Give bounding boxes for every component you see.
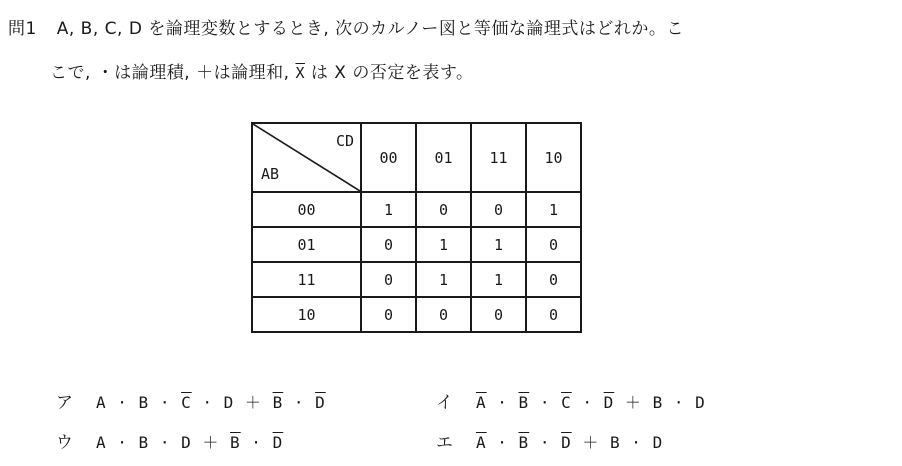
kmap-row xyxy=(252,262,581,297)
expression-token: · xyxy=(149,393,182,412)
kmap-row xyxy=(252,297,581,332)
expression-token: · xyxy=(529,393,562,412)
expression-token: ＋ xyxy=(191,433,231,452)
expression-token: · xyxy=(663,393,696,412)
negated-variable: $\overline{B}$ xyxy=(230,433,241,452)
choice-label: ア xyxy=(56,393,73,413)
expression-token: D xyxy=(181,433,192,452)
kmap-col-header: 01 xyxy=(416,123,471,192)
kmap-col-header: 11 xyxy=(471,123,526,192)
question-text-line-2 xyxy=(50,58,473,83)
negated-variable: $\overline{B}$ xyxy=(518,433,530,452)
question-text: A, B, C, D を論理変数とするとき, 次のカルノー図と等価な論理式はどれか。こ xyxy=(56,19,684,39)
choice-expression xyxy=(476,393,706,412)
negated-variable: $\overline{D}$ xyxy=(315,393,326,412)
kmap-corner xyxy=(252,123,361,192)
expression-token: A xyxy=(96,393,107,412)
answer-choice-u[interactable] xyxy=(56,428,283,453)
negated-variable: $\overline{C}$ xyxy=(181,393,192,412)
negated-variable: $\overline{A}$ xyxy=(476,433,487,452)
expression-token: · xyxy=(149,433,182,452)
kmap-cell: 0 xyxy=(526,227,581,262)
choice-label: イ xyxy=(436,393,453,413)
expression-token: ＋ xyxy=(234,393,273,412)
question-number: 問1 xyxy=(8,19,37,39)
kmap-row xyxy=(252,227,581,262)
expression-token: ＋ xyxy=(571,433,611,452)
choice-expression xyxy=(96,393,326,412)
expression-token: · xyxy=(571,393,604,412)
choice-expression xyxy=(476,433,663,452)
kmap-cell: 1 xyxy=(526,192,581,227)
negation-example-var: $\overline{X}$ xyxy=(295,64,305,82)
question-text-2c: は X の否定を表す。 xyxy=(310,63,474,83)
negated-variable: $\overline{D}$ xyxy=(272,433,284,452)
kmap-row-header: 00 xyxy=(252,192,361,227)
expression-token: D xyxy=(695,393,706,412)
choice-expression xyxy=(96,433,283,452)
expression-token: B xyxy=(652,393,664,412)
expression-token: · xyxy=(283,393,316,412)
negated-variable: $\overline{A}$ xyxy=(476,393,487,412)
question-text-line-1 xyxy=(8,14,684,39)
negated-variable: $\overline{B}$ xyxy=(518,393,530,412)
expression-token: · xyxy=(191,393,224,412)
kmap-cell: 0 xyxy=(361,297,416,332)
answer-choice-e[interactable] xyxy=(436,428,663,453)
choice-label: エ xyxy=(436,433,453,453)
karnaugh-map xyxy=(251,122,582,333)
question-text-2a: こで, ・は論理積, ＋は論理和, xyxy=(50,63,296,83)
kmap-row-header: 01 xyxy=(252,227,361,262)
kmap-col-header: 00 xyxy=(361,123,416,192)
kmap-row-header: 10 xyxy=(252,297,361,332)
expression-token: B xyxy=(138,433,150,452)
expression-token: · xyxy=(486,393,519,412)
expression-token: · xyxy=(106,433,139,452)
expression-token: · xyxy=(620,433,653,452)
kmap-cell: 0 xyxy=(361,227,416,262)
kmap-cell: 1 xyxy=(471,227,526,262)
choice-label: ウ xyxy=(56,433,73,453)
kmap-row xyxy=(252,192,581,227)
expression-token: · xyxy=(529,433,562,452)
expression-token: B xyxy=(138,393,150,412)
kmap-header-row xyxy=(252,123,581,192)
expression-token: ＋ xyxy=(614,393,653,412)
kmap-col-var-label: CD xyxy=(335,132,354,150)
negated-variable: $\overline{B}$ xyxy=(272,393,284,412)
kmap-cell: 0 xyxy=(416,297,471,332)
kmap-row-header: 11 xyxy=(252,262,361,297)
expression-token: · xyxy=(106,393,139,412)
answer-choice-a[interactable] xyxy=(56,388,326,413)
kmap-cell: 0 xyxy=(361,262,416,297)
expression-token: · xyxy=(486,433,519,452)
kmap-row-var-label: AB xyxy=(261,165,280,183)
negated-variable: $\overline{D}$ xyxy=(603,393,615,412)
expression-token: D xyxy=(223,393,235,412)
expression-token: · xyxy=(240,433,273,452)
expression-token: A xyxy=(96,433,107,452)
kmap-cell: 1 xyxy=(361,192,416,227)
kmap-cell: 0 xyxy=(471,297,526,332)
kmap-cell: 0 xyxy=(471,192,526,227)
kmap-col-header: 10 xyxy=(526,123,581,192)
kmap-cell: 0 xyxy=(526,262,581,297)
answer-choice-i[interactable] xyxy=(436,388,706,413)
kmap-cell: 0 xyxy=(416,192,471,227)
kmap-cell: 0 xyxy=(526,297,581,332)
kmap-cell: 1 xyxy=(416,262,471,297)
kmap-cell: 1 xyxy=(471,262,526,297)
negated-variable: $\overline{C}$ xyxy=(561,393,572,412)
negated-variable: $\overline{D}$ xyxy=(561,433,572,452)
expression-token: D xyxy=(652,433,664,452)
expression-token: B xyxy=(610,433,621,452)
kmap-cell: 1 xyxy=(416,227,471,262)
